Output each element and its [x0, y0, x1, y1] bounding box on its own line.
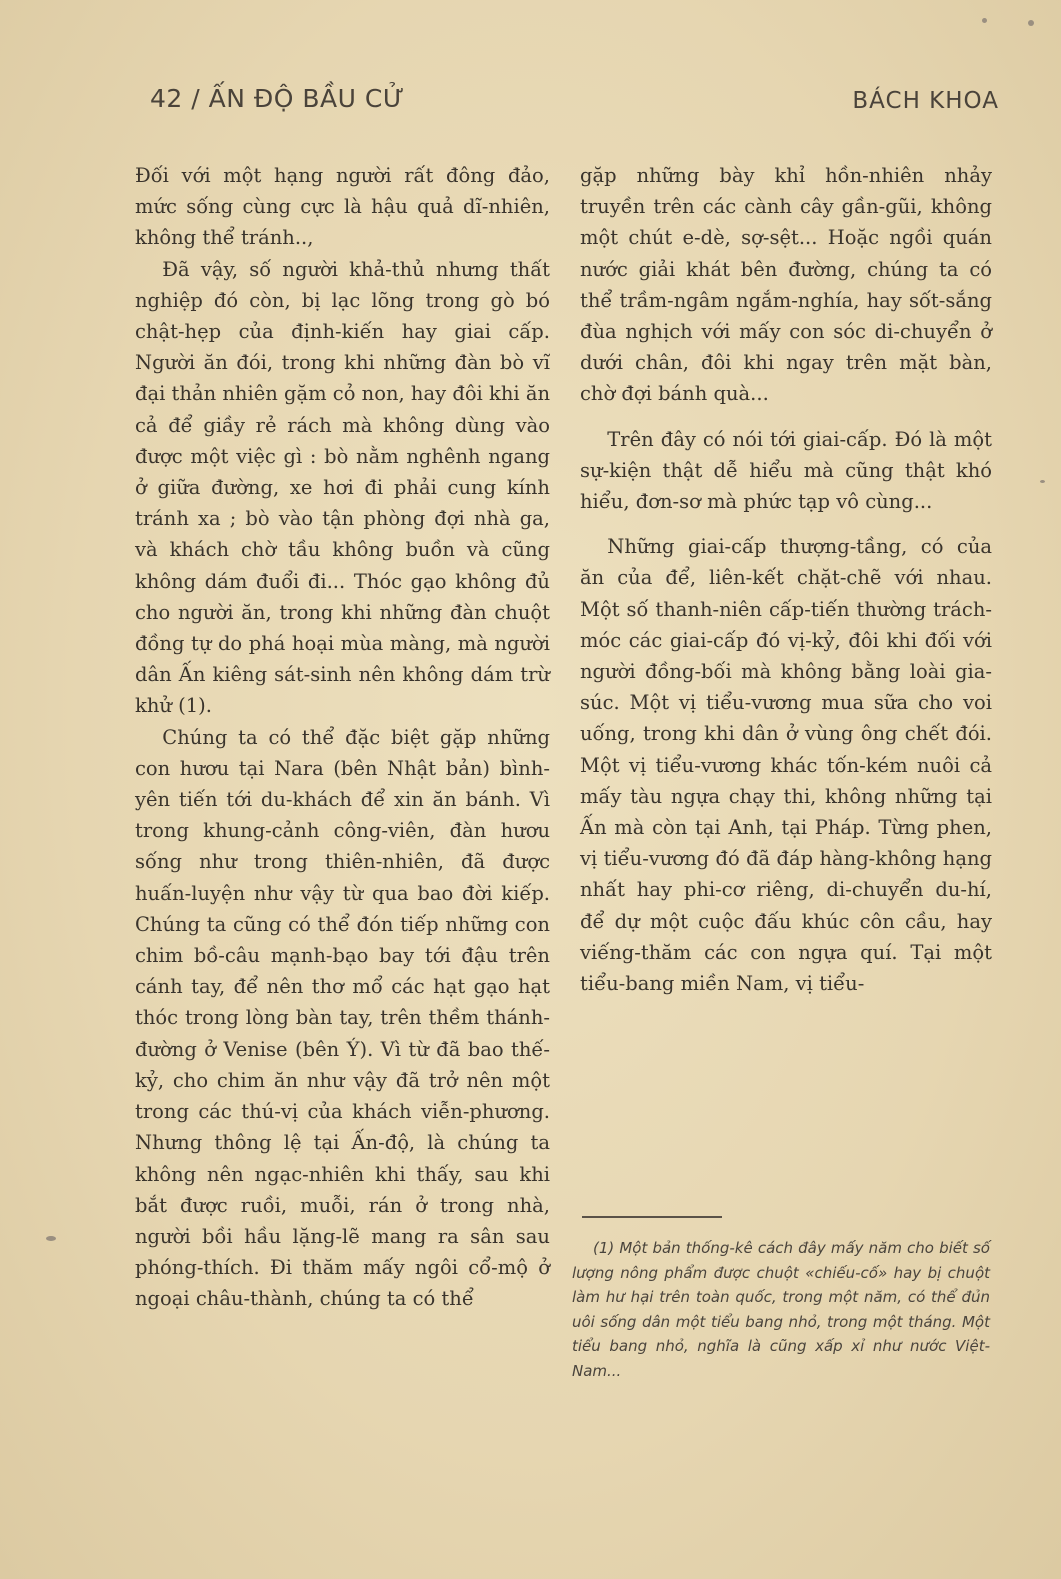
paragraph: Chúng ta có thể đặc biệt gặp những con hươu tại Nara (bên Nhật bản) bình-yên tiến tới du-khách để xin ăn bánh. Vì trong khung-cảnh công-viên, đàn hươu sống như trong thiên-nhiên, đã được huấn-luyện như vậy từ qua bao đời kiếp. Chúng ta cũng có thể đón tiếp những con chim bồ-câu mạnh-bạo bay tới đậu trên cánh tay, để nên thơ mổ các hạt gạo hạt thóc trong lòng bàn tay, trên thềm thánh-đường ở Venise (bên Ý). Vì từ đã bao thế-kỷ, cho chim ăn như vậy đã trở nên một trong các thú-vị của khách viễn-phương. Nhưng thông lệ tại Ấn-độ, là chúng ta không nên ngạc-nhiên khi thấy, sau khi bắt được ruồi, muỗi, rán ở trong nhà, người bồi hầu lặng-lẽ mang ra sân sau phóng-thích. Đi thăm mấy ngôi cổ-mộ ở ngoại châu-thành, chúng ta có thể [135, 725, 550, 1311]
paragraph: gặp những bày khỉ hồn-nhiên nhảy truyền trên các cành cây gần-gũi, không một chút e-dè, sợ-sệt... Hoặc ngồi quán nước giải khát bên đường, chúng ta có thể trầm-ngâm ngắm-nghía, hay sốt-sắng đùa nghịch với mấy con sóc di-chuyển ở dưới chân, đôi khi ngay trên mặt bàn, chờ đợi bánh quà... [580, 164, 992, 406]
header-magazine-name: BÁCH KHOA [852, 88, 999, 114]
footnote-divider [582, 1216, 722, 1218]
left-column [135, 160, 550, 1315]
right-column [580, 160, 992, 999]
header-page-title: 42 / ẤN ĐỘ BẦU CỬ [150, 84, 405, 113]
paper-speck [46, 1236, 56, 1241]
paper-speck [982, 18, 987, 23]
paragraph: Những giai-cấp thượng-tầng, có của ăn của để, liên-kết chặt-chẽ với nhau. Một số thanh-niên cấp-tiến thường trách-móc các giai-cấp đó vị-kỷ, đôi khi đối với người đồng-bối mà không bằng loài gia-súc. Một vị tiểu-vương mua sữa cho voi uống, trong khi dân ở vùng ông chết đói. Một vị tiểu-vương khác tốn-kém nuôi cả mấy tàu ngựa chạy thi, không những tại Ấn mà còn tại Anh, tại Pháp. Từng phen, vị tiểu-vương đó đã đáp hàng-không hạng nhất hay phi-cơ riêng, di-chuyển du-hí, để dự một cuộc đấu khúc côn cầu, hay viếng-thăm các con ngựa quí. Tại một tiểu-bang miền Nam, vị tiểu- [580, 535, 992, 996]
paper-speck [1028, 20, 1034, 26]
footnote: (1) Một bản thống-kê cách đây mấy năm cho biết số lượng nông phẩm được chuột «chiếu-cố» hay bị chuột làm hư hại trên toàn quốc, trong một năm, có thể đủn uôi sống dân một tiểu bang nhỏ, trong một tháng. Một tiểu bang nhỏ, nghĩa là cũng xấp xỉ như nước Việt-Nam... [572, 1239, 990, 1380]
paragraph: Trên đây có nói tới giai-cấp. Đó là một sự-kiện thật dễ hiểu mà cũng thật khó hiểu, đơn-sơ mà phức tạp vô cùng... [580, 427, 992, 514]
paragraph: Đã vậy, số người khả-thủ nhưng thất nghiệp đó còn, bị lạc lõng trong gò bó chật-hẹp của định-kiến hay giai cấp. Người ăn đói, trong khi những đàn bò vĩ đại thản nhiên gặm cỏ non, hay đôi khi ăn cả để giầy rẻ rách mà không dùng vào được một việc gì : bò nằm nghênh ngang ở giữa đường, xe hơi đi phải cung kính tránh xa ; bò vào tận phòng đợi nhà ga, và khách chờ tầu không buồn và cũng không dám đuổi đi... Thóc gạo không đủ cho người ăn, trong khi những đàn chuột đồng tự do phá hoại mùa màng, mà người dân Ấn kiêng sát-sinh nên không dám trừ khử (1). [135, 257, 550, 718]
paragraph: Đối với một hạng người rất đông đảo, mức sống cùng cực là hậu quả dĩ-nhiên, không thể tránh.., [135, 164, 550, 250]
paper-speck [1040, 480, 1045, 483]
running-header [150, 84, 999, 124]
